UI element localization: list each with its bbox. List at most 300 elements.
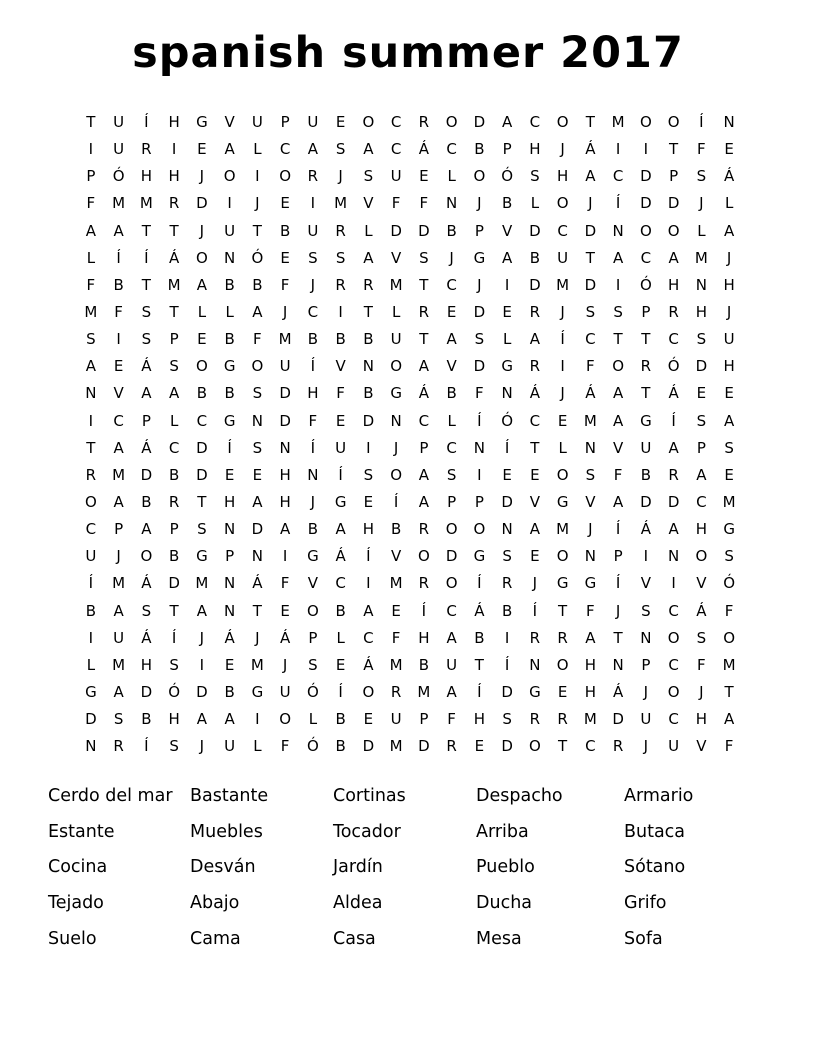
grid-letter: R	[557, 710, 568, 729]
grid-row	[77, 272, 743, 299]
grid-letter: R	[529, 303, 541, 322]
grid-letter: D	[362, 411, 375, 430]
grid-letter: F	[336, 384, 345, 403]
grid-letter: L	[225, 303, 234, 322]
grid-letter: M	[722, 493, 736, 512]
grid-letter: C	[529, 113, 541, 132]
grid-letter: P	[613, 547, 623, 566]
grid-letter: B	[363, 330, 374, 349]
grid-letter: B	[363, 384, 374, 403]
grid-letter: S	[585, 465, 596, 484]
grid-row	[77, 462, 743, 489]
grid-letter: V	[335, 357, 346, 376]
grid-letter: Á	[585, 140, 596, 159]
grid-row	[77, 353, 743, 380]
grid-letter: Í	[477, 683, 482, 702]
grid-letter: B	[85, 601, 97, 620]
grid-letter: A	[668, 248, 679, 267]
grid-letter: L	[391, 303, 401, 322]
grid-letter: B	[113, 275, 124, 294]
word-item: Bastante	[190, 785, 269, 806]
grid-letter: T	[169, 303, 179, 322]
grid-letter: F	[613, 465, 623, 484]
grid-letter: T	[363, 303, 373, 322]
grid-letter: D	[640, 194, 652, 213]
grid-letter: T	[86, 113, 96, 132]
grid-letter: N	[529, 655, 541, 674]
grid-letter: G	[196, 113, 208, 132]
grid-letter: R	[363, 275, 374, 294]
grid-letter: P	[308, 628, 318, 647]
word-list-column	[190, 778, 268, 956]
grid-letter: Í	[338, 465, 343, 484]
grid-letter: R	[612, 737, 624, 756]
grid-row	[77, 380, 743, 407]
grid-letter: B	[446, 221, 457, 240]
grid-letter: M	[389, 737, 403, 756]
grid-letter: T	[419, 275, 429, 294]
grid-letter: F	[86, 275, 96, 294]
grid-letter: C	[585, 330, 596, 349]
grid-letter: A	[141, 384, 152, 403]
grid-letter: G	[390, 384, 402, 403]
grid-letter: M	[722, 655, 736, 674]
grid-letter: D	[501, 493, 513, 512]
grid-letter: I	[615, 275, 621, 294]
grid-letter: S	[502, 547, 512, 566]
grid-letter: R	[418, 520, 430, 539]
grid-letter: P	[141, 411, 151, 430]
grid-letter: N	[224, 520, 236, 539]
grid-letter: I	[504, 628, 510, 647]
grid-letter: L	[308, 710, 318, 729]
word-item: Sofa	[624, 928, 663, 949]
grid-letter: B	[224, 330, 235, 349]
grid-letter: T	[252, 221, 262, 240]
grid-letter: T	[613, 628, 623, 647]
grid-letter: A	[612, 493, 624, 512]
grid-letter: O	[390, 465, 403, 484]
grid-letter: S	[169, 655, 179, 674]
grid-row	[77, 109, 743, 136]
grid-letter: H	[723, 357, 735, 376]
grid-letter: O	[445, 520, 458, 539]
grid-letter: F	[114, 303, 123, 322]
grid-letter: E	[363, 710, 374, 729]
grid-letter: N	[668, 547, 680, 566]
grid-letter: U	[279, 357, 291, 376]
grid-letter: O	[140, 547, 153, 566]
grid-letter: Í	[227, 438, 232, 457]
grid-letter: C	[307, 303, 319, 322]
grid-letter: J	[393, 438, 399, 457]
word-item: Cama	[190, 928, 241, 949]
grid-letter: M	[195, 574, 209, 593]
grid-letter: A	[696, 465, 707, 484]
grid-letter: C	[390, 113, 402, 132]
grid-letter: N	[612, 655, 624, 674]
grid-letter: H	[307, 384, 319, 403]
grid-letter: J	[199, 628, 205, 647]
grid-letter: S	[446, 465, 457, 484]
grid-letter: H	[695, 710, 708, 729]
grid-letter: M	[694, 248, 708, 267]
grid-letter: Í	[310, 357, 316, 376]
grid-letter: Í	[88, 574, 94, 593]
grid-letter: C	[612, 167, 624, 186]
grid-letter: R	[335, 275, 346, 294]
grid-letter: C	[640, 248, 652, 267]
grid-letter: F	[419, 194, 429, 213]
grid-letter: D	[279, 384, 291, 403]
grid-letter: B	[141, 493, 152, 512]
grid-letter: Í	[477, 411, 482, 430]
word-item: Cocina	[48, 857, 108, 878]
grid-letter: J	[532, 574, 538, 593]
grid-row	[77, 326, 743, 353]
grid-letter: H	[529, 140, 541, 159]
grid-letter: B	[196, 384, 208, 403]
grid-letter: D	[529, 275, 541, 294]
grid-letter: Ó	[306, 737, 319, 756]
grid-letter: H	[667, 275, 680, 294]
grid-letter: L	[502, 330, 512, 349]
grid-letter: J	[699, 683, 704, 702]
grid-letter: N	[501, 520, 513, 539]
grid-letter: D	[140, 683, 153, 702]
grid-letter: E	[252, 465, 263, 484]
grid-letter: H	[556, 167, 569, 186]
grid-letter: Á	[529, 384, 540, 403]
grid-letter: R	[418, 574, 430, 593]
grid-letter: I	[504, 275, 510, 294]
grid-letter: M	[583, 411, 597, 430]
grid-letter: S	[502, 710, 512, 729]
grid-letter: E	[335, 411, 346, 430]
grid-letter: A	[446, 683, 457, 702]
grid-letter: J	[560, 384, 565, 403]
grid-letter: O	[390, 357, 403, 376]
grid-letter: B	[529, 248, 541, 267]
grid-letter: N	[251, 411, 263, 430]
grid-letter: V	[696, 737, 707, 756]
word-item: Mesa	[476, 928, 522, 949]
grid-letter: T	[419, 330, 429, 349]
grid-letter: A	[224, 140, 235, 159]
grid-letter: A	[335, 520, 346, 539]
grid-letter: D	[584, 221, 597, 240]
grid-letter: E	[474, 737, 485, 756]
grid-letter: E	[391, 601, 401, 620]
word-item: Despacho	[476, 785, 563, 806]
grid-letter: Í	[338, 683, 343, 702]
grid-row	[77, 598, 743, 625]
grid-letter: Á	[474, 601, 485, 620]
grid-letter: T	[724, 683, 734, 702]
grid-letter: D	[418, 221, 430, 240]
grid-letter: C	[529, 411, 541, 430]
grid-letter: O	[528, 737, 541, 756]
grid-letter: A	[307, 140, 318, 159]
grid-letter: O	[445, 574, 458, 593]
grid-letter: Á	[585, 384, 596, 403]
grid-row	[77, 625, 743, 652]
grid-letter: P	[696, 438, 706, 457]
grid-letter: V	[585, 493, 596, 512]
grid-letter: S	[696, 167, 707, 186]
grid-letter: O	[195, 357, 208, 376]
word-item: Pueblo	[476, 857, 535, 878]
grid-letter: O	[667, 113, 680, 132]
grid-letter: L	[86, 655, 96, 674]
grid-letter: R	[141, 140, 152, 159]
grid-letter: Í	[393, 493, 399, 512]
grid-letter: D	[196, 194, 208, 213]
grid-letter: Á	[335, 547, 346, 566]
grid-letter: D	[196, 465, 208, 484]
grid-letter: Ó	[501, 411, 514, 430]
grid-letter: B	[335, 601, 346, 620]
grid-letter: J	[282, 303, 288, 322]
grid-letter: P	[502, 140, 512, 159]
grid-letter: H	[418, 628, 430, 647]
grid-letter: J	[449, 248, 454, 267]
grid-letter: I	[366, 438, 371, 457]
grid-letter: I	[116, 330, 121, 349]
grid-letter: Á	[696, 601, 707, 620]
grid-letter: H	[168, 710, 180, 729]
grid-letter: N	[584, 438, 596, 457]
grid-letter: A	[363, 601, 374, 620]
grid-letter: T	[252, 601, 262, 620]
grid-letter: G	[473, 248, 486, 267]
grid-letter: Í	[615, 520, 621, 539]
grid-letter: V	[307, 574, 318, 593]
grid-letter: F	[447, 710, 456, 729]
grid-letter: U	[390, 710, 402, 729]
grid-letter: R	[529, 710, 541, 729]
grid-letter: A	[141, 520, 152, 539]
grid-letter: I	[338, 303, 343, 322]
grid-letter: O	[473, 167, 486, 186]
grid-letter: L	[336, 628, 345, 647]
grid-letter: U	[224, 221, 236, 240]
grid-letter: B	[446, 384, 457, 403]
grid-letter: E	[530, 465, 540, 484]
grid-row	[77, 733, 743, 760]
grid-letter: E	[696, 384, 707, 403]
word-item: Cortinas	[333, 785, 406, 806]
grid-letter: I	[227, 194, 232, 213]
grid-letter: F	[280, 275, 290, 294]
grid-letter: J	[310, 493, 316, 512]
grid-letter: C	[585, 737, 596, 756]
grid-row	[77, 679, 743, 706]
grid-letter: G	[584, 574, 597, 593]
grid-letter: Í	[615, 574, 621, 593]
grid-letter: T	[558, 737, 568, 756]
grid-letter: O	[279, 710, 292, 729]
grid-letter: L	[86, 248, 96, 267]
grid-letter: B	[307, 520, 319, 539]
grid-letter: Í	[504, 655, 510, 674]
grid-letter: N	[501, 384, 513, 403]
grid-letter: E	[224, 655, 235, 674]
grid-letter: N	[224, 248, 236, 267]
grid-letter: D	[501, 683, 513, 702]
grid-letter: Í	[144, 737, 149, 756]
grid-letter: O	[362, 113, 375, 132]
grid-letter: F	[308, 411, 318, 430]
grid-letter: S	[724, 547, 734, 566]
grid-letter: A	[612, 411, 624, 430]
grid-letter: A	[113, 221, 124, 240]
grid-letter: E	[280, 194, 290, 213]
grid-letter: O	[279, 167, 292, 186]
grid-letter: C	[696, 493, 707, 512]
grid-letter: P	[169, 520, 179, 539]
grid-letter: N	[584, 547, 596, 566]
grid-letter: A	[529, 330, 540, 349]
grid-row	[77, 570, 743, 597]
grid-letter: J	[199, 167, 205, 186]
grid-letter: G	[501, 357, 513, 376]
grid-row	[77, 706, 743, 733]
grid-letter: O	[445, 113, 458, 132]
grid-letter: M	[278, 330, 292, 349]
grid-letter: C	[363, 628, 374, 647]
grid-letter: F	[253, 330, 262, 349]
grid-letter: D	[529, 221, 541, 240]
grid-letter: M	[139, 194, 153, 213]
grid-letter: I	[88, 411, 94, 430]
grid-letter: Ó	[667, 357, 680, 376]
grid-letter: S	[141, 601, 152, 620]
grid-letter: C	[446, 438, 457, 457]
grid-letter: A	[668, 520, 679, 539]
grid-letter: I	[88, 628, 94, 647]
grid-letter: L	[447, 411, 456, 430]
grid-letter: O	[306, 601, 319, 620]
grid-letter: F	[586, 357, 595, 376]
grid-letter: B	[252, 275, 263, 294]
grid-letter: U	[390, 167, 402, 186]
grid-letter: T	[141, 221, 151, 240]
grid-letter: L	[724, 194, 734, 213]
grid-letter: S	[169, 737, 179, 756]
grid-letter: N	[85, 737, 97, 756]
grid-letter: Á	[668, 384, 679, 403]
grid-letter: A	[501, 113, 513, 132]
grid-letter: A	[723, 221, 735, 240]
grid-letter: I	[255, 710, 260, 729]
grid-letter: B	[279, 221, 291, 240]
grid-letter: G	[196, 547, 208, 566]
grid-letter: H	[473, 710, 486, 729]
grid-letter: N	[279, 438, 291, 457]
grid-letter: E	[363, 493, 374, 512]
grid-letter: H	[140, 655, 153, 674]
grid-letter: S	[113, 710, 124, 729]
grid-letter: S	[419, 248, 429, 267]
grid-letter: D	[390, 221, 402, 240]
grid-letter: E	[724, 384, 734, 403]
grid-letter: L	[197, 303, 207, 322]
grid-letter: R	[418, 113, 430, 132]
grid-letter: B	[640, 465, 652, 484]
grid-letter: J	[310, 275, 316, 294]
grid-letter: Ó	[501, 167, 514, 186]
grid-letter: S	[585, 303, 596, 322]
word-search-grid	[77, 109, 743, 760]
grid-letter: A	[85, 357, 96, 376]
grid-letter: O	[556, 465, 569, 484]
grid-letter: P	[86, 167, 96, 186]
grid-letter: S	[252, 384, 263, 403]
grid-letter: A	[113, 493, 124, 512]
grid-letter: V	[390, 547, 402, 566]
grid-letter: N	[640, 628, 652, 647]
grid-letter: B	[224, 683, 235, 702]
grid-letter: R	[390, 683, 402, 702]
grid-letter: T	[474, 655, 484, 674]
grid-letter: F	[86, 194, 96, 213]
grid-letter: B	[501, 601, 513, 620]
grid-letter: A	[501, 248, 513, 267]
grid-letter: T	[197, 493, 207, 512]
grid-letter: Í	[144, 113, 149, 132]
grid-letter: V	[501, 221, 513, 240]
grid-letter: B	[168, 547, 180, 566]
grid-letter: O	[473, 520, 486, 539]
word-item: Butaca	[624, 821, 686, 842]
grid-letter: C	[279, 140, 291, 159]
grid-letter: V	[612, 438, 624, 457]
word-list-column	[333, 778, 406, 956]
grid-letter: A	[418, 493, 429, 512]
grid-letter: F	[391, 194, 401, 213]
grid-letter: T	[613, 330, 623, 349]
word-list-column	[476, 778, 563, 956]
word-item: Tejado	[48, 892, 104, 913]
grid-letter: Á	[168, 248, 180, 267]
grid-letter: C	[196, 411, 208, 430]
grid-letter: A	[723, 411, 735, 430]
grid-letter: S	[696, 330, 707, 349]
grid-letter: V	[640, 574, 651, 593]
grid-letter: H	[140, 167, 153, 186]
grid-letter: B	[474, 628, 485, 647]
grid-letter: C	[168, 438, 180, 457]
grid-row	[77, 245, 743, 272]
grid-letter: H	[723, 275, 735, 294]
grid-letter: S	[141, 303, 152, 322]
grid-letter: Í	[615, 194, 621, 213]
grid-letter: V	[390, 248, 402, 267]
grid-letter: N	[473, 438, 485, 457]
grid-letter: P	[419, 710, 429, 729]
grid-letter: S	[197, 520, 207, 539]
grid-letter: T	[86, 438, 96, 457]
grid-letter: D	[695, 357, 708, 376]
grid-letter: O	[695, 547, 708, 566]
grid-letter: G	[223, 357, 236, 376]
grid-letter: R	[335, 221, 346, 240]
grid-letter: I	[671, 574, 676, 593]
grid-letter: B	[224, 384, 235, 403]
grid-letter: N	[251, 547, 263, 566]
grid-letter: S	[363, 465, 374, 484]
